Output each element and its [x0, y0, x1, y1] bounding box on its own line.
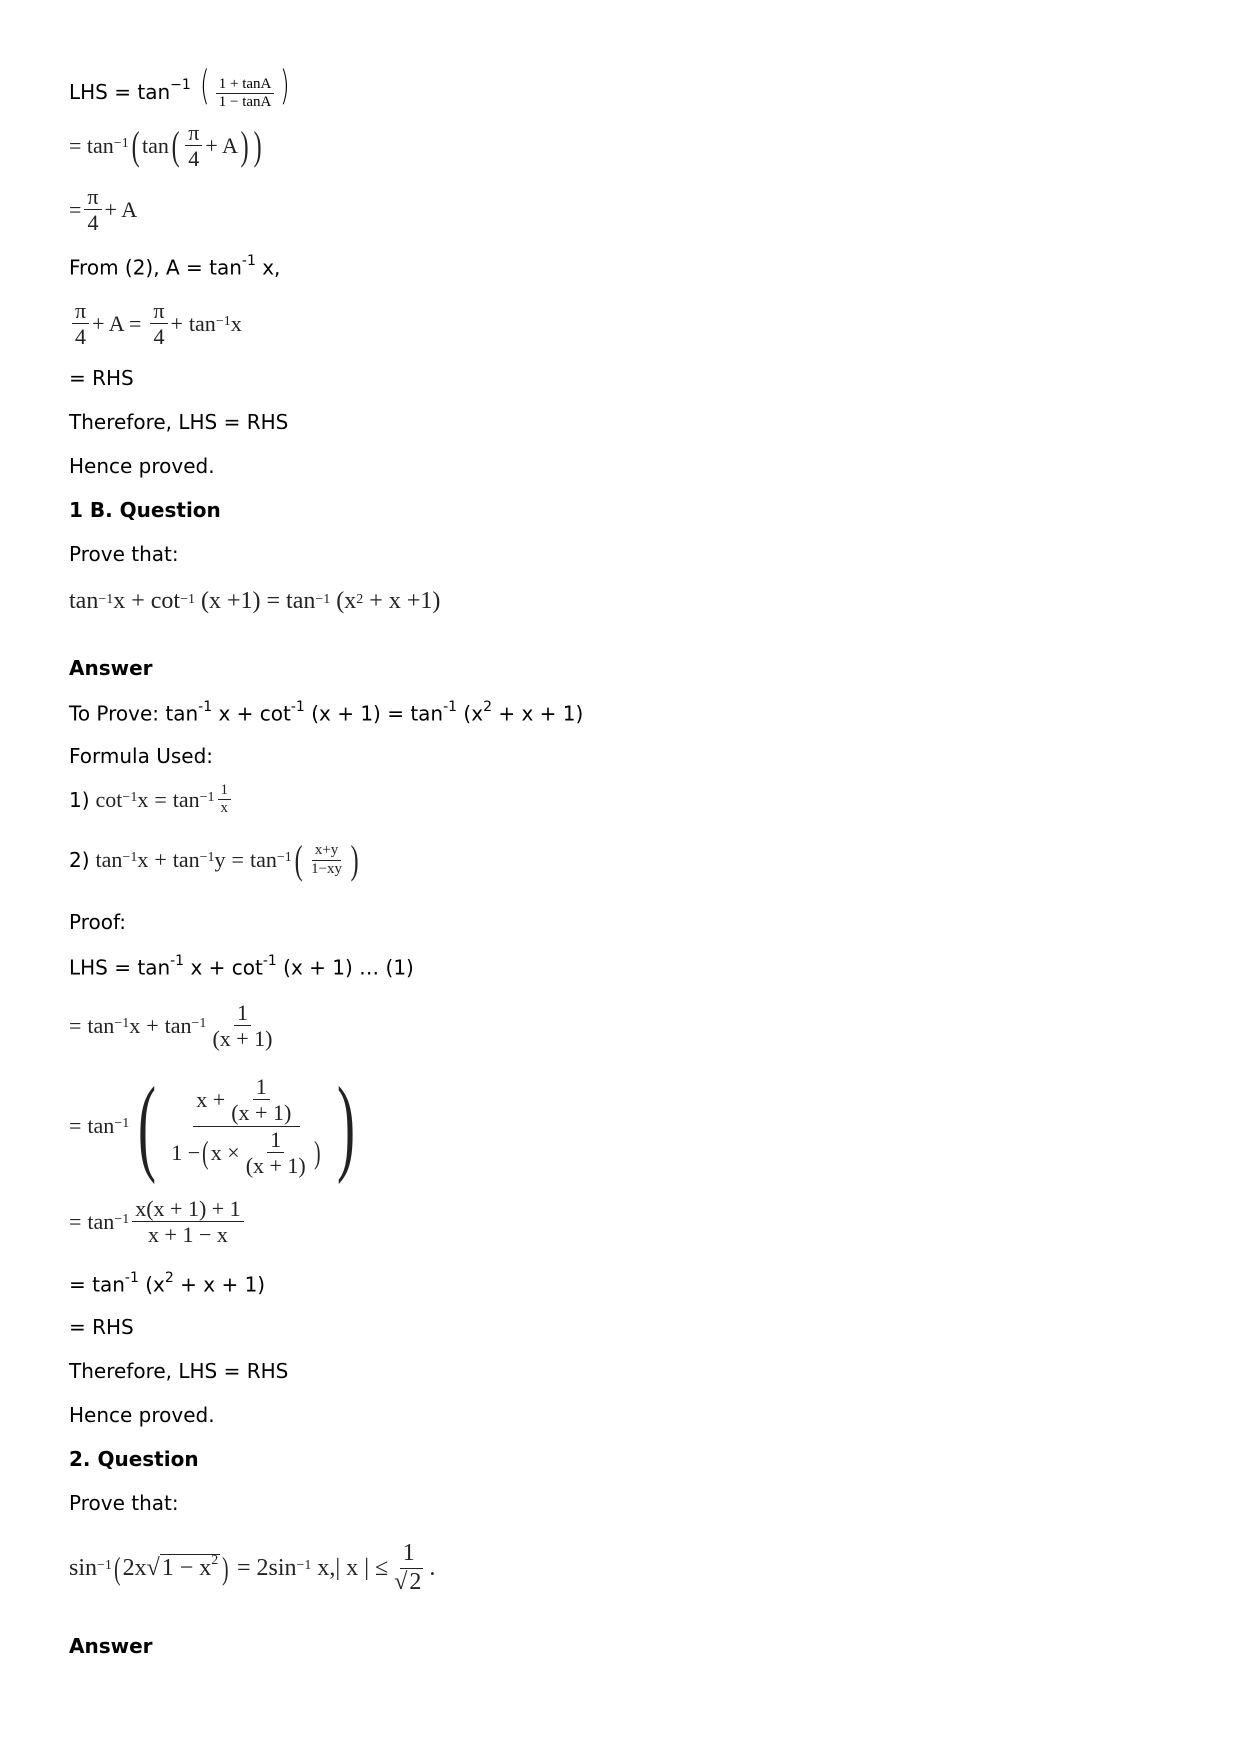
therefore-line-1: Therefore, LHS = RHS: [69, 410, 289, 434]
answer-heading-1b: Answer: [69, 656, 153, 680]
hence-line-2: Hence proved.: [69, 1403, 215, 1427]
hence-line-1: Hence proved.: [69, 454, 215, 478]
tan-fraction: $\frac{1 + \tan A}{1 - \tan A}$: [216, 76, 275, 112]
answer-heading-2: Answer: [69, 1634, 153, 1658]
rhs-line-1: = RHS: [69, 366, 134, 390]
therefore-line-2: Therefore, LHS = RHS: [69, 1359, 289, 1383]
proof-label: Proof:: [69, 910, 127, 934]
prove-that-2: Prove that:: [69, 1491, 179, 1515]
pi-over-4: $\frac{\pi}{4}$: [185, 120, 202, 172]
lhs-line-2: LHS = $\tan^{-1} x + \cot^{-1} (x + 1)$ … (1): [69, 953, 414, 980]
to-prove-line: To Prove: $\tan^{-1} x + \cot^{-1} (x + 1) = \tan^{-1} (x^2 + x + 1)$: [69, 699, 584, 726]
rhs-line-2: = RHS: [69, 1315, 134, 1339]
question-1b-statement: tan −1 x + cot −1 (x +1) = tan −1 (x 2 + x +1): [69, 588, 441, 614]
question-2-statement: sin −1 ( 2x √ $1 - x^2$ ) = 2sin −1 x,| x | ≤ $\frac{1}{√2}$ .: [69, 1540, 436, 1595]
formula-used-label: Formula Used:: [69, 744, 214, 768]
step-tan-pi-over-4: = tan −1 ( tan ( $\frac{\pi}{4}$ + A ) ): [69, 120, 262, 172]
final-step: = $\tan^{-1} (x^2 + x + 1)$: [69, 1270, 266, 1297]
question-2-heading: 2. Question: [69, 1447, 199, 1471]
formula-1: 1) cot −1 x = tan −1 $\frac{1}{x}$: [69, 782, 234, 818]
step-convert-cot: = tan −1 x + tan −1 $\frac{1}{(x + 1)}$: [69, 1000, 273, 1052]
question-1b-heading: 1 B. Question: [69, 498, 221, 522]
step-pi-over-4-plus-a: = $\frac{\pi}{4}$ + A: [69, 184, 138, 236]
formula-2: 2) tan −1 x + tan −1 y = tan −1 ( $\frac{x+y}{1-xy}$ ): [69, 837, 359, 882]
lhs-label: LHS = tan: [69, 80, 171, 104]
step-substitute-a: $\frac{\pi}{4}$ + A = $\frac{\pi}{4}$ + tan −1 x: [69, 298, 242, 350]
step-simplify: = tan −1 $\frac{x(x + 1) + 1}{x + 1 - x}$: [69, 1196, 247, 1248]
lhs-expression: LHS = $\tan^{-1}$ ( $\frac{1 + \tan A}{1 - \tan A}$ ): [69, 63, 290, 110]
step-apply-formula: = tan −1 ( x + $\frac{1}{(x + 1)}$ 1 − ( x × $\frac{1}{(x + 1)}$ ) ): [69, 1066, 356, 1185]
from-2-line: From (2), $A = \tan^{-1} x$,: [69, 253, 281, 280]
nested-fraction: x + $\frac{1}{(x + 1)}$ 1 − ( x × $\frac{1}{(x + 1)}$ ): [171, 1073, 321, 1178]
prove-that-1b: Prove that:: [69, 542, 179, 566]
